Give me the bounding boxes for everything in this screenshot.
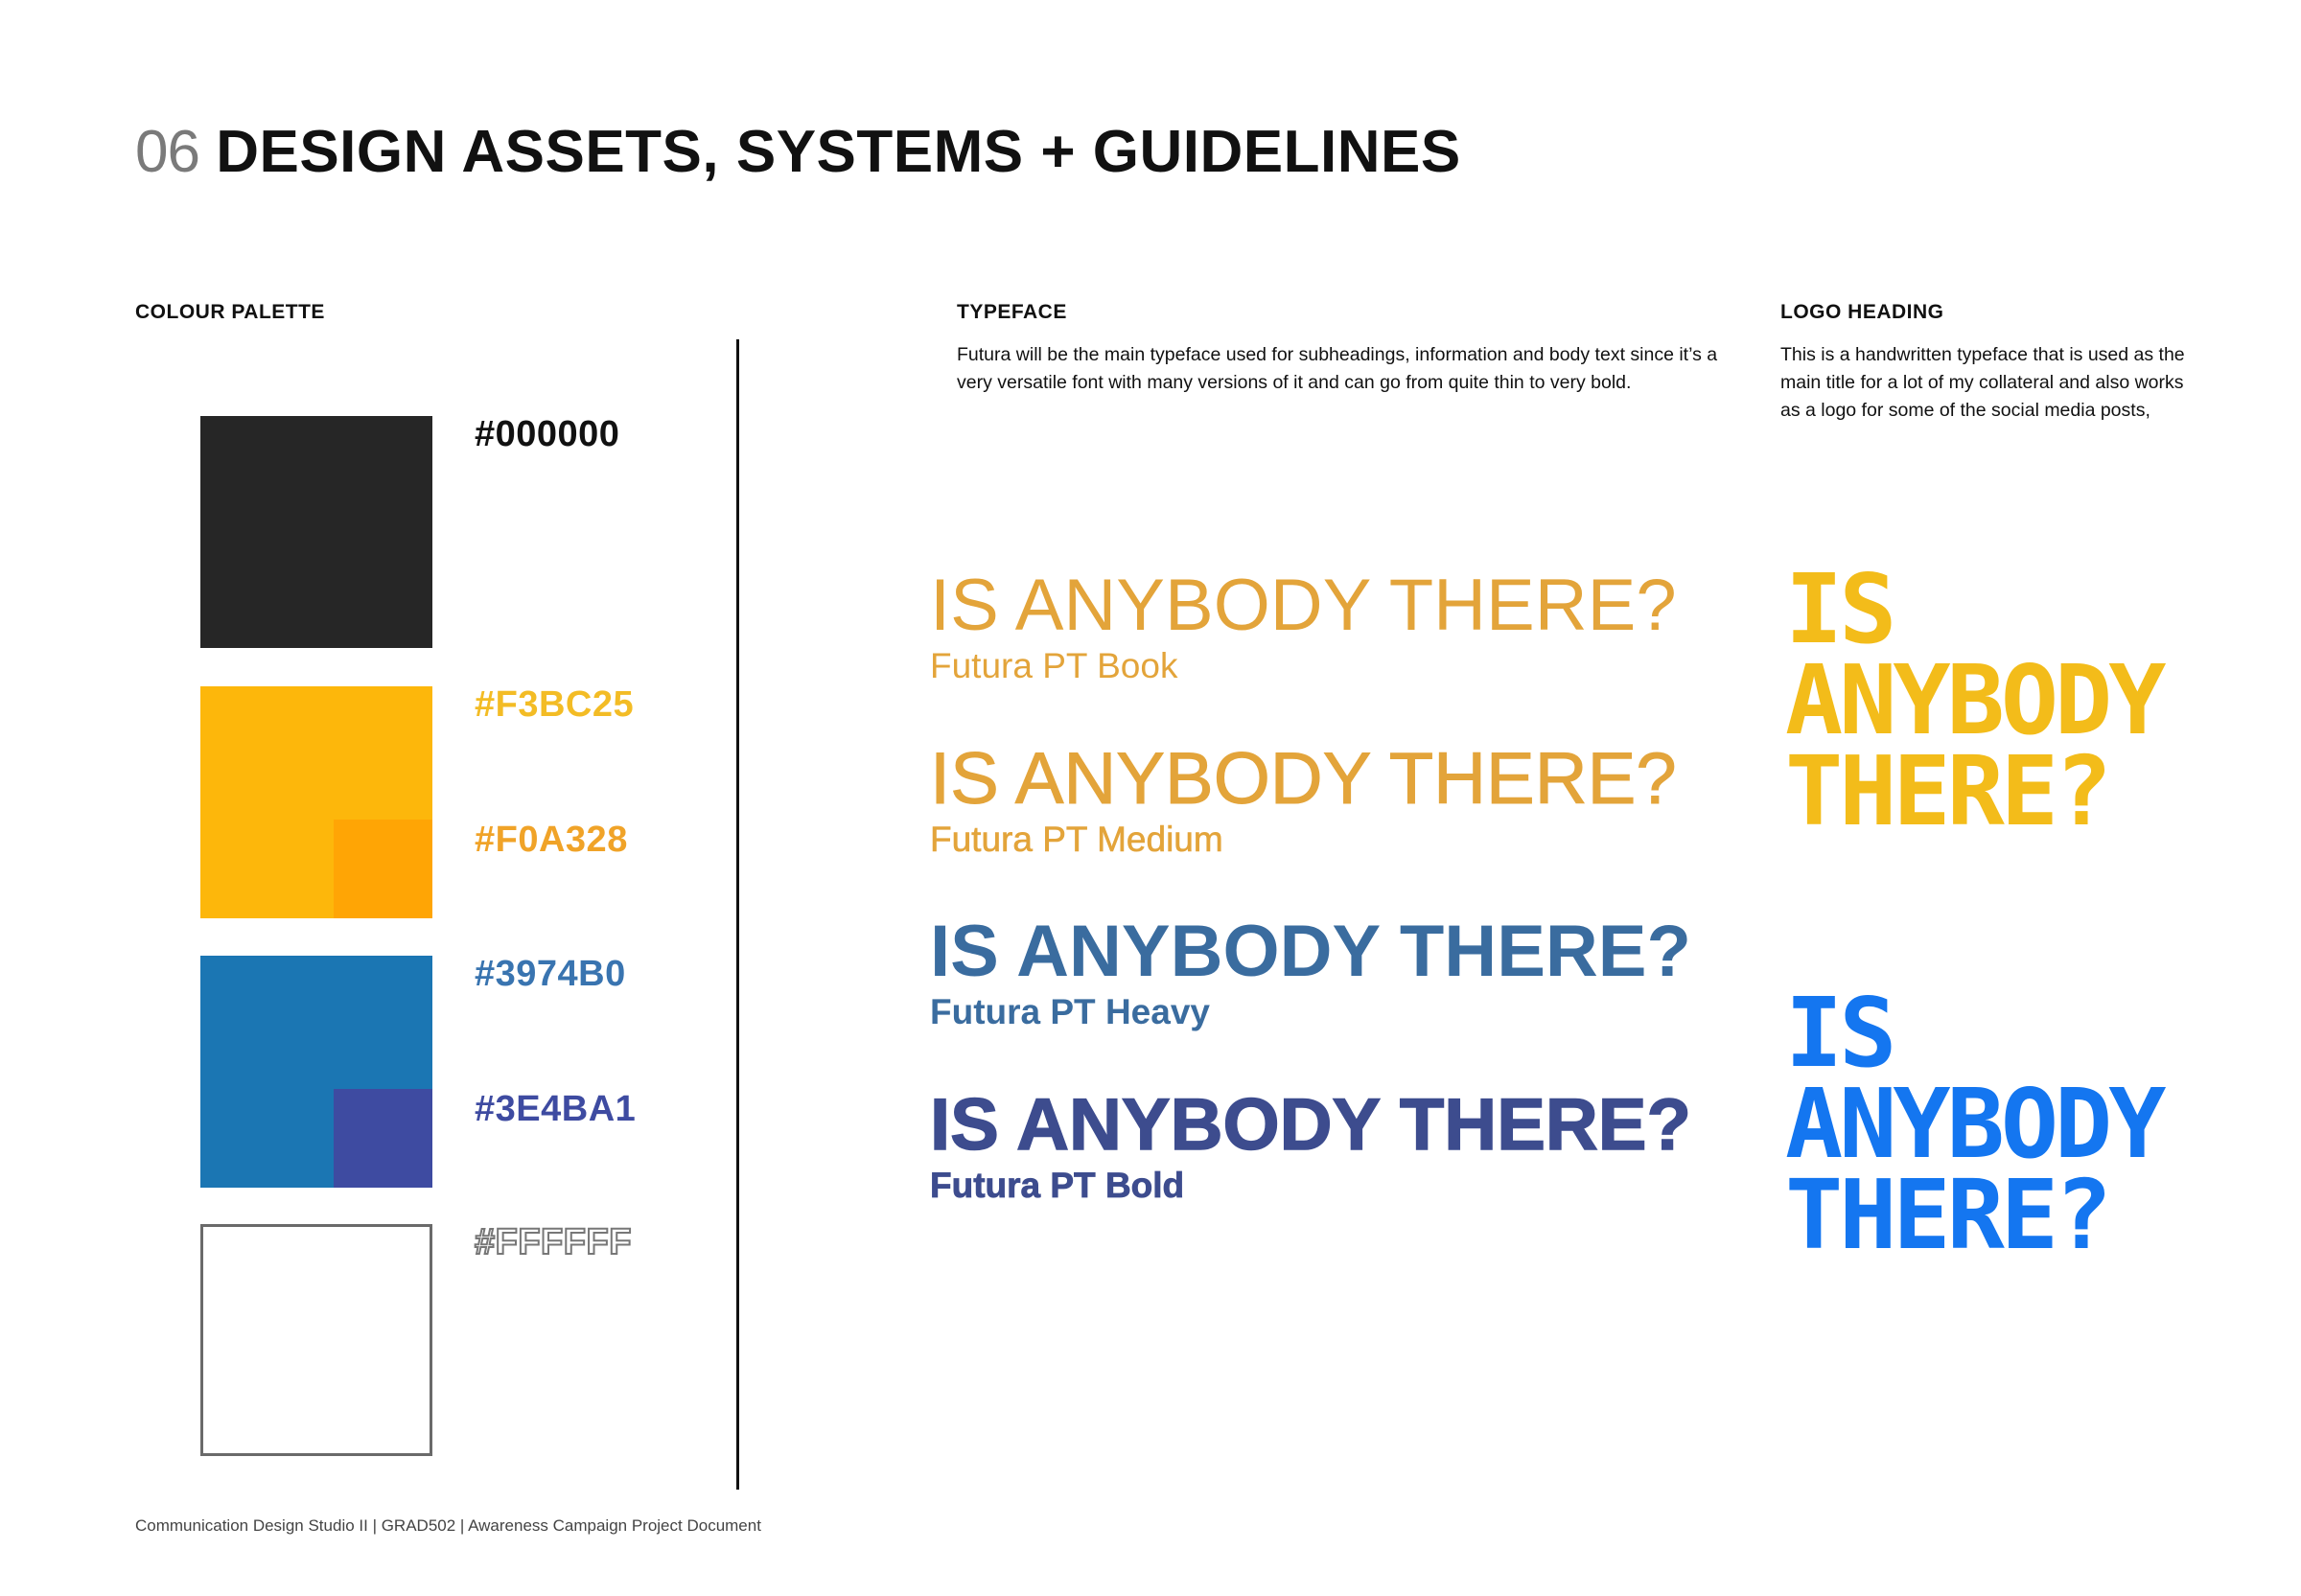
logo-line-2: ANYBODY	[1785, 1068, 2163, 1180]
hex-label-blue: #3974B0	[475, 954, 626, 994]
hex-label-orange: #F0A328	[475, 820, 628, 860]
sample-font-name: Futura PT Medium	[930, 820, 1223, 859]
typeface-sample-book	[930, 565, 1677, 685]
swatch-blue	[200, 956, 432, 1188]
swatch-yellow	[200, 686, 432, 918]
swatch-orange	[334, 820, 432, 918]
logo-heading-description: This is a handwritten typeface that is used as the main title for a lot of my collateral and also works as a logo for some of the social media posts,	[1780, 344, 2185, 421]
logo-line-3: THERE?	[1785, 735, 2109, 847]
sample-font-name: Futura PT Heavy	[930, 992, 1210, 1031]
logo-heading-heading: LOGO HEADING	[1780, 301, 1944, 323]
column-divider	[736, 339, 739, 1490]
swatch-white	[200, 1224, 432, 1456]
hex-label-yellow: #F3BC25	[475, 684, 635, 725]
hex-label-black: #000000	[475, 414, 620, 454]
logo-line-1: IS	[1785, 553, 1894, 665]
section-number: 06	[135, 119, 199, 185]
typeface-heading: TYPEFACE	[957, 301, 1067, 323]
logo-blue	[1785, 977, 2163, 1271]
sample-headline: IS ANYBODY THERE?	[930, 911, 1691, 992]
sample-font-name: Futura PT Book	[930, 646, 1178, 685]
swatch-black	[200, 416, 432, 648]
section-title: DESIGN ASSETS, SYSTEMS + GUIDELINES	[216, 119, 1461, 185]
sample-headline: IS ANYBODY THERE?	[930, 738, 1677, 820]
logo-line-1: IS	[1785, 977, 1894, 1089]
logo-line-2: ANYBODY	[1785, 644, 2163, 756]
logo-line-3: THERE?	[1785, 1159, 2109, 1271]
colour-palette-heading: COLOUR PALETTE	[135, 301, 325, 323]
hex-label-indigo: #3E4BA1	[475, 1089, 637, 1129]
typeface-sample-bold	[930, 1084, 1691, 1205]
typeface-sample-medium	[930, 738, 1677, 859]
hex-label-white: #FFFFFF	[475, 1222, 632, 1262]
sample-headline: IS ANYBODY THERE?	[930, 1084, 1691, 1166]
typeface-description: Futura will be the main typeface used for subheadings, information and body text since it’s a very versatile font with many versions of it and can go from quite thin to very bold.	[957, 344, 1718, 393]
page-title	[135, 119, 1461, 185]
typeface-sample-heavy	[930, 911, 1691, 1031]
sample-headline: IS ANYBODY THERE?	[930, 565, 1677, 646]
footer-text: Communication Design Studio II | GRAD502 | Awareness Campaign Project Document	[135, 1516, 761, 1535]
swatch-indigo	[334, 1089, 432, 1188]
logo-yellow	[1785, 553, 2163, 847]
sample-font-name: Futura PT Bold	[930, 1166, 1185, 1205]
